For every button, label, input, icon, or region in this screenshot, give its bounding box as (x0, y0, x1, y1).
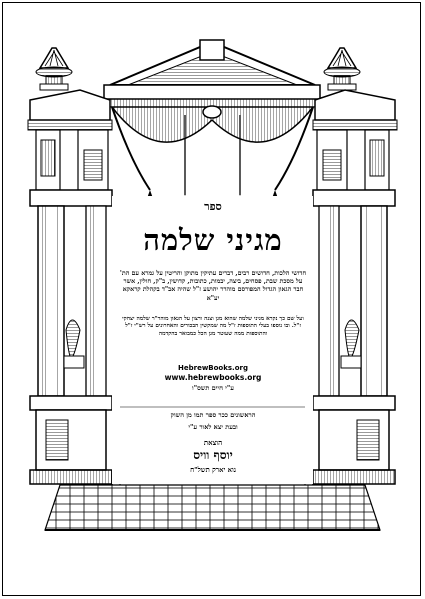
sefer-label: ספר (204, 200, 222, 213)
publisher-line-1: הראשונים ככר ספר תמו מן השוק (170, 411, 256, 419)
hotzaa-label: הוצאת (203, 438, 223, 447)
website-label: HebrewBooks.org (178, 364, 248, 372)
website-url[interactable]: www.hebrewbooks.org (164, 373, 262, 382)
left-tower (28, 90, 112, 484)
scanned-by: ע"י חיים תשס"ו (192, 384, 234, 392)
description: חדושי הלכות, חדושים רבים, דברים עתיקין מתוקן והריטין על גמרא עם הת' על מסכת שבת, פסחים, ביצה, יבמות, כתובות, קדושין, ב"ק, חולין, אשר חבר הגאון הגדול המפורסם מוהרר יהושע ז"ל שהיה אב"ד בקהלת קראקא יע"א (119, 270, 307, 302)
description-secondary: ועל שם כך נקרא מגיני שלמה שהוא מגן וצנה ורצון על הגאון מוהר"ר שלמה יצחקי ז"ל. ובו נוספו בעלי התוספות ז"ל מה שמקשין הבכורים והאחרונים על רש"י ז"ל והתוספות ממה שעוטר מגן הכל כמבואר בהקדמה (122, 316, 304, 337)
book-title: מגיני שלמה (143, 223, 283, 257)
publisher-line-2: ובעת יצא לאור ע"י (188, 423, 238, 431)
pediment (104, 40, 320, 107)
publisher-name: יוסף וויס (193, 448, 233, 462)
right-flame-urn (324, 48, 360, 90)
left-flame-urn (36, 48, 72, 90)
right-tower (313, 90, 397, 484)
place-and-year: נוא יארק תשל"ח (190, 466, 236, 474)
drapery (112, 106, 313, 209)
